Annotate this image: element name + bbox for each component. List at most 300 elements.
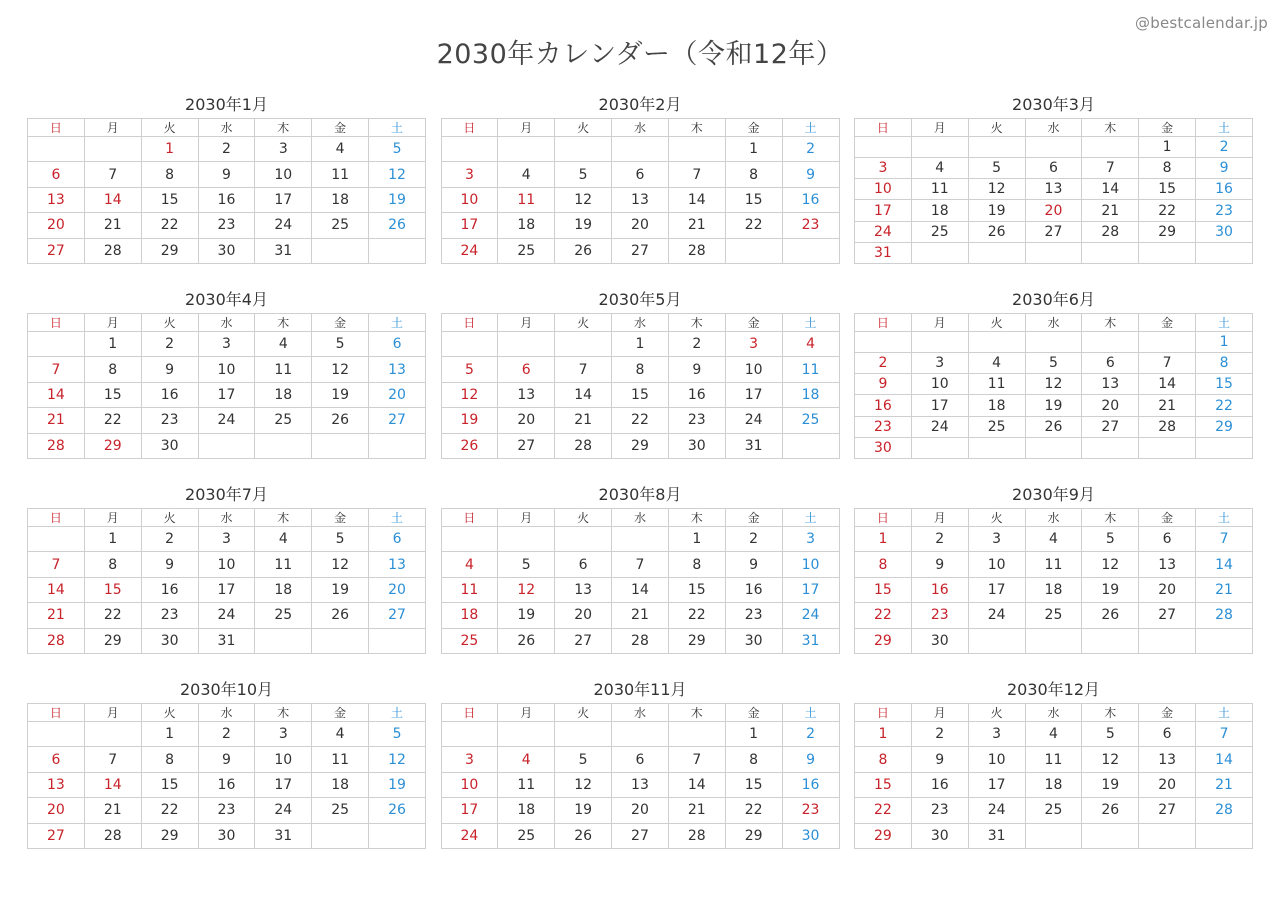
day-cell: 23: [141, 408, 198, 433]
day-cell: 21: [668, 213, 725, 238]
empty-day-cell: [498, 137, 555, 162]
day-cell: 24: [441, 823, 498, 848]
day-cell: 2: [1196, 137, 1253, 158]
day-cell: 11: [498, 772, 555, 797]
day-cell: 29: [725, 823, 782, 848]
week-row: [855, 374, 1253, 395]
day-cell: 3: [255, 137, 312, 162]
week-row: [855, 137, 1253, 158]
day-cell: 15: [141, 187, 198, 212]
weekday-header-row: [855, 314, 1253, 332]
weekday-header: 土: [369, 119, 426, 137]
day-cell: 2: [668, 332, 725, 357]
month-table: [854, 508, 1253, 654]
weekday-header: 月: [911, 704, 968, 722]
day-cell: 6: [369, 332, 426, 357]
weekday-header: 土: [782, 314, 839, 332]
day-cell: 31: [855, 242, 912, 263]
day-cell: 14: [1196, 552, 1253, 577]
weekday-header: 月: [911, 314, 968, 332]
day-cell: 26: [369, 213, 426, 238]
empty-day-cell: [1025, 332, 1082, 353]
empty-day-cell: [855, 332, 912, 353]
day-cell: 1: [141, 722, 198, 747]
weekday-header: 木: [255, 314, 312, 332]
weekday-header: 水: [1025, 509, 1082, 527]
empty-day-cell: [968, 137, 1025, 158]
day-cell: 9: [141, 357, 198, 382]
day-cell: 11: [911, 179, 968, 200]
day-cell: 4: [1025, 722, 1082, 747]
month-calendar: [854, 677, 1253, 849]
day-cell: 19: [312, 382, 369, 407]
empty-day-cell: [968, 242, 1025, 263]
day-cell: 20: [1139, 577, 1196, 602]
day-cell: 5: [968, 158, 1025, 179]
weekday-header: 木: [1082, 119, 1139, 137]
weekday-header: 木: [255, 704, 312, 722]
month-title: 2030年9月: [1012, 485, 1095, 504]
day-cell: 4: [498, 162, 555, 187]
empty-day-cell: [498, 527, 555, 552]
day-cell: 3: [441, 162, 498, 187]
month-calendar: [441, 287, 840, 459]
day-cell: 3: [441, 747, 498, 772]
weekday-header: 金: [1139, 704, 1196, 722]
day-cell: 13: [28, 187, 85, 212]
day-cell: 17: [255, 187, 312, 212]
day-cell: 31: [782, 628, 839, 653]
day-cell: 12: [369, 162, 426, 187]
weekday-header: 火: [141, 509, 198, 527]
day-cell: 20: [1139, 772, 1196, 797]
day-cell: 11: [782, 357, 839, 382]
week-row: [441, 577, 839, 602]
weekday-header-row: [441, 314, 839, 332]
week-row: [441, 238, 839, 263]
week-row: [441, 332, 839, 357]
week-row: [441, 747, 839, 772]
day-cell: 21: [612, 603, 669, 628]
day-cell: 4: [968, 353, 1025, 374]
week-row: [855, 437, 1253, 458]
day-cell: 30: [668, 433, 725, 458]
day-cell: 16: [855, 395, 912, 416]
empty-day-cell: [369, 433, 426, 458]
day-cell: 1: [612, 332, 669, 357]
day-cell: 20: [28, 798, 85, 823]
day-cell: 14: [28, 382, 85, 407]
day-cell: 3: [725, 332, 782, 357]
weekday-header: 日: [855, 509, 912, 527]
day-cell: 22: [855, 603, 912, 628]
empty-day-cell: [911, 242, 968, 263]
empty-day-cell: [1082, 137, 1139, 158]
day-cell: 14: [28, 577, 85, 602]
empty-day-cell: [782, 433, 839, 458]
month-calendar: [854, 92, 1253, 264]
day-cell: 1: [1196, 332, 1253, 353]
month-title: 2030年2月: [598, 95, 682, 114]
day-cell: 10: [782, 552, 839, 577]
week-row: [855, 416, 1253, 437]
day-cell: 16: [668, 382, 725, 407]
weekday-header: 水: [1025, 119, 1082, 137]
day-cell: 16: [141, 382, 198, 407]
empty-day-cell: [1082, 823, 1139, 848]
day-cell: 21: [668, 798, 725, 823]
day-cell: 25: [312, 213, 369, 238]
day-cell: 5: [555, 162, 612, 187]
day-cell: 15: [612, 382, 669, 407]
empty-day-cell: [612, 527, 669, 552]
day-cell: 12: [312, 357, 369, 382]
day-cell: 2: [198, 722, 255, 747]
empty-day-cell: [369, 823, 426, 848]
day-cell: 9: [141, 552, 198, 577]
site-watermark: @bestcalendar.jp: [1135, 14, 1268, 32]
weekday-header: 金: [725, 314, 782, 332]
day-cell: 19: [1082, 772, 1139, 797]
month-title: 2030年4月: [185, 290, 268, 309]
day-cell: 19: [1025, 395, 1082, 416]
weekday-header: 月: [84, 704, 141, 722]
weekday-header: 土: [1196, 314, 1253, 332]
day-cell: 23: [782, 213, 839, 238]
weekday-header: 金: [725, 704, 782, 722]
day-cell: 18: [1025, 577, 1082, 602]
day-cell: 6: [612, 747, 669, 772]
weekday-header-row: [441, 119, 839, 137]
day-cell: 11: [1025, 747, 1082, 772]
day-cell: 8: [1139, 158, 1196, 179]
day-cell: 21: [1196, 772, 1253, 797]
month-title: 2030年12月: [1006, 680, 1101, 699]
day-cell: 12: [555, 187, 612, 212]
empty-day-cell: [1196, 437, 1253, 458]
day-cell: 12: [1082, 747, 1139, 772]
day-cell: 25: [498, 238, 555, 263]
day-cell: 5: [369, 722, 426, 747]
weekday-header: 水: [198, 509, 255, 527]
day-cell: 5: [498, 552, 555, 577]
day-cell: 29: [855, 628, 912, 653]
day-cell: 17: [725, 382, 782, 407]
day-cell: 2: [141, 332, 198, 357]
empty-day-cell: [369, 628, 426, 653]
day-cell: 22: [84, 603, 141, 628]
day-cell: 8: [612, 357, 669, 382]
day-cell: 30: [141, 628, 198, 653]
month-title: 2030年8月: [598, 485, 682, 504]
day-cell: 2: [198, 137, 255, 162]
week-row: [855, 823, 1253, 848]
day-cell: 24: [255, 213, 312, 238]
empty-day-cell: [555, 137, 612, 162]
weekday-header: 水: [612, 119, 669, 137]
day-cell: 12: [555, 772, 612, 797]
day-cell: 3: [198, 527, 255, 552]
day-cell: 18: [498, 798, 555, 823]
day-cell: 15: [855, 772, 912, 797]
day-cell: 7: [555, 357, 612, 382]
day-cell: 27: [612, 823, 669, 848]
empty-day-cell: [1139, 437, 1196, 458]
empty-day-cell: [1025, 242, 1082, 263]
day-cell: 13: [28, 772, 85, 797]
day-cell: 19: [498, 603, 555, 628]
day-cell: 1: [725, 722, 782, 747]
day-cell: 28: [1139, 416, 1196, 437]
weekday-header: 月: [498, 314, 555, 332]
empty-day-cell: [968, 437, 1025, 458]
month-calendar: [441, 92, 840, 264]
day-cell: 13: [1025, 179, 1082, 200]
day-cell: 14: [668, 772, 725, 797]
week-row: [28, 552, 426, 577]
day-cell: 28: [28, 433, 85, 458]
empty-day-cell: [1196, 823, 1253, 848]
weekday-header-row: [855, 119, 1253, 137]
weekday-header: 木: [668, 314, 725, 332]
week-row: [28, 137, 426, 162]
day-cell: 19: [968, 200, 1025, 221]
day-cell: 12: [1082, 552, 1139, 577]
day-cell: 10: [255, 747, 312, 772]
week-row: [441, 527, 839, 552]
day-cell: 5: [1082, 527, 1139, 552]
day-cell: 12: [1025, 374, 1082, 395]
weekday-header-row: [28, 314, 426, 332]
week-row: [855, 577, 1253, 602]
day-cell: 21: [1082, 200, 1139, 221]
day-cell: 28: [1196, 603, 1253, 628]
weekday-header: 木: [255, 119, 312, 137]
day-cell: 9: [198, 162, 255, 187]
day-cell: 6: [1025, 158, 1082, 179]
day-cell: 27: [1082, 416, 1139, 437]
weekday-header: 火: [141, 704, 198, 722]
day-cell: 25: [968, 416, 1025, 437]
week-row: [28, 722, 426, 747]
day-cell: 7: [28, 357, 85, 382]
day-cell: 16: [911, 772, 968, 797]
weekday-header: 日: [441, 704, 498, 722]
day-cell: 24: [968, 798, 1025, 823]
day-cell: 22: [668, 603, 725, 628]
week-row: [855, 772, 1253, 797]
day-cell: 25: [255, 408, 312, 433]
week-row: [441, 162, 839, 187]
day-cell: 16: [1196, 179, 1253, 200]
month-table: [441, 508, 840, 654]
weekday-header: 金: [312, 119, 369, 137]
empty-day-cell: [1082, 332, 1139, 353]
empty-day-cell: [855, 137, 912, 158]
day-cell: 23: [782, 798, 839, 823]
week-row: [855, 603, 1253, 628]
day-cell: 9: [782, 747, 839, 772]
month-calendar: [441, 677, 840, 849]
empty-day-cell: [1082, 437, 1139, 458]
empty-day-cell: [198, 433, 255, 458]
day-cell: 29: [855, 823, 912, 848]
day-cell: 28: [84, 238, 141, 263]
day-cell: 9: [911, 747, 968, 772]
weekday-header: 金: [725, 119, 782, 137]
weekday-header: 月: [911, 509, 968, 527]
day-cell: 24: [725, 408, 782, 433]
day-cell: 22: [1196, 395, 1253, 416]
week-row: [28, 213, 426, 238]
day-cell: 10: [911, 374, 968, 395]
day-cell: 17: [968, 577, 1025, 602]
day-cell: 22: [855, 798, 912, 823]
day-cell: 7: [668, 747, 725, 772]
day-cell: 9: [668, 357, 725, 382]
day-cell: 16: [725, 577, 782, 602]
day-cell: 14: [1139, 374, 1196, 395]
day-cell: 8: [725, 162, 782, 187]
weekday-header: 火: [968, 119, 1025, 137]
day-cell: 27: [1139, 798, 1196, 823]
weekday-header-row: [855, 509, 1253, 527]
week-row: [28, 603, 426, 628]
weekday-header: 水: [1025, 704, 1082, 722]
day-cell: 6: [1082, 353, 1139, 374]
day-cell: 17: [441, 798, 498, 823]
empty-day-cell: [668, 137, 725, 162]
day-cell: 10: [441, 772, 498, 797]
day-cell: 29: [668, 628, 725, 653]
empty-day-cell: [1196, 628, 1253, 653]
day-cell: 5: [312, 527, 369, 552]
weekday-header: 土: [369, 314, 426, 332]
empty-day-cell: [312, 238, 369, 263]
day-cell: 3: [255, 722, 312, 747]
week-row: [441, 772, 839, 797]
day-cell: 13: [369, 552, 426, 577]
empty-day-cell: [555, 332, 612, 357]
day-cell: 4: [312, 722, 369, 747]
day-cell: 20: [498, 408, 555, 433]
day-cell: 21: [28, 408, 85, 433]
empty-day-cell: [668, 722, 725, 747]
weekday-header-row: [28, 119, 426, 137]
weekday-header: 日: [28, 119, 85, 137]
day-cell: 16: [141, 577, 198, 602]
day-cell: 18: [782, 382, 839, 407]
day-cell: 28: [1082, 221, 1139, 242]
day-cell: 12: [441, 382, 498, 407]
week-row: [441, 213, 839, 238]
day-cell: 26: [1082, 798, 1139, 823]
empty-day-cell: [255, 433, 312, 458]
empty-day-cell: [1139, 823, 1196, 848]
day-cell: 6: [369, 527, 426, 552]
day-cell: 27: [369, 408, 426, 433]
day-cell: 10: [441, 187, 498, 212]
empty-day-cell: [725, 238, 782, 263]
weekday-header: 木: [668, 704, 725, 722]
day-cell: 3: [968, 722, 1025, 747]
day-cell: 29: [1139, 221, 1196, 242]
day-cell: 14: [668, 187, 725, 212]
empty-day-cell: [28, 137, 85, 162]
month-calendar: [854, 482, 1253, 654]
day-cell: 24: [198, 408, 255, 433]
weekday-header: 火: [555, 704, 612, 722]
day-cell: 8: [141, 162, 198, 187]
day-cell: 28: [84, 823, 141, 848]
day-cell: 21: [555, 408, 612, 433]
day-cell: 28: [668, 823, 725, 848]
empty-day-cell: [555, 527, 612, 552]
day-cell: 27: [369, 603, 426, 628]
empty-day-cell: [1196, 242, 1253, 263]
day-cell: 30: [198, 238, 255, 263]
day-cell: 9: [1196, 158, 1253, 179]
week-row: [855, 552, 1253, 577]
weekday-header: 月: [84, 314, 141, 332]
day-cell: 26: [498, 628, 555, 653]
day-cell: 13: [369, 357, 426, 382]
weekday-header: 日: [28, 509, 85, 527]
weekday-header: 水: [612, 314, 669, 332]
day-cell: 31: [725, 433, 782, 458]
day-cell: 29: [141, 238, 198, 263]
day-cell: 28: [1196, 798, 1253, 823]
month-title: 2030年1月: [185, 95, 268, 114]
weekday-header: 日: [441, 509, 498, 527]
weekday-header: 月: [84, 119, 141, 137]
day-cell: 30: [782, 823, 839, 848]
weekday-header: 水: [612, 704, 669, 722]
day-cell: 17: [198, 382, 255, 407]
week-row: [441, 433, 839, 458]
day-cell: 18: [312, 187, 369, 212]
day-cell: 4: [441, 552, 498, 577]
weekday-header: 月: [498, 119, 555, 137]
day-cell: 25: [498, 823, 555, 848]
empty-day-cell: [441, 332, 498, 357]
day-cell: 13: [498, 382, 555, 407]
week-row: [855, 332, 1253, 353]
day-cell: 8: [84, 552, 141, 577]
month-calendar: [27, 482, 426, 654]
day-cell: 24: [968, 603, 1025, 628]
weekday-header: 月: [911, 119, 968, 137]
day-cell: 4: [498, 747, 555, 772]
day-cell: 12: [968, 179, 1025, 200]
day-cell: 31: [968, 823, 1025, 848]
week-row: [28, 332, 426, 357]
day-cell: 2: [725, 527, 782, 552]
day-cell: 26: [555, 823, 612, 848]
day-cell: 29: [612, 433, 669, 458]
day-cell: 16: [198, 187, 255, 212]
day-cell: 10: [725, 357, 782, 382]
day-cell: 7: [1082, 158, 1139, 179]
week-row: [28, 577, 426, 602]
day-cell: 1: [84, 332, 141, 357]
day-cell: 26: [1082, 603, 1139, 628]
day-cell: 1: [84, 527, 141, 552]
day-cell: 11: [312, 747, 369, 772]
day-cell: 11: [255, 357, 312, 382]
week-row: [855, 179, 1253, 200]
day-cell: 2: [782, 137, 839, 162]
